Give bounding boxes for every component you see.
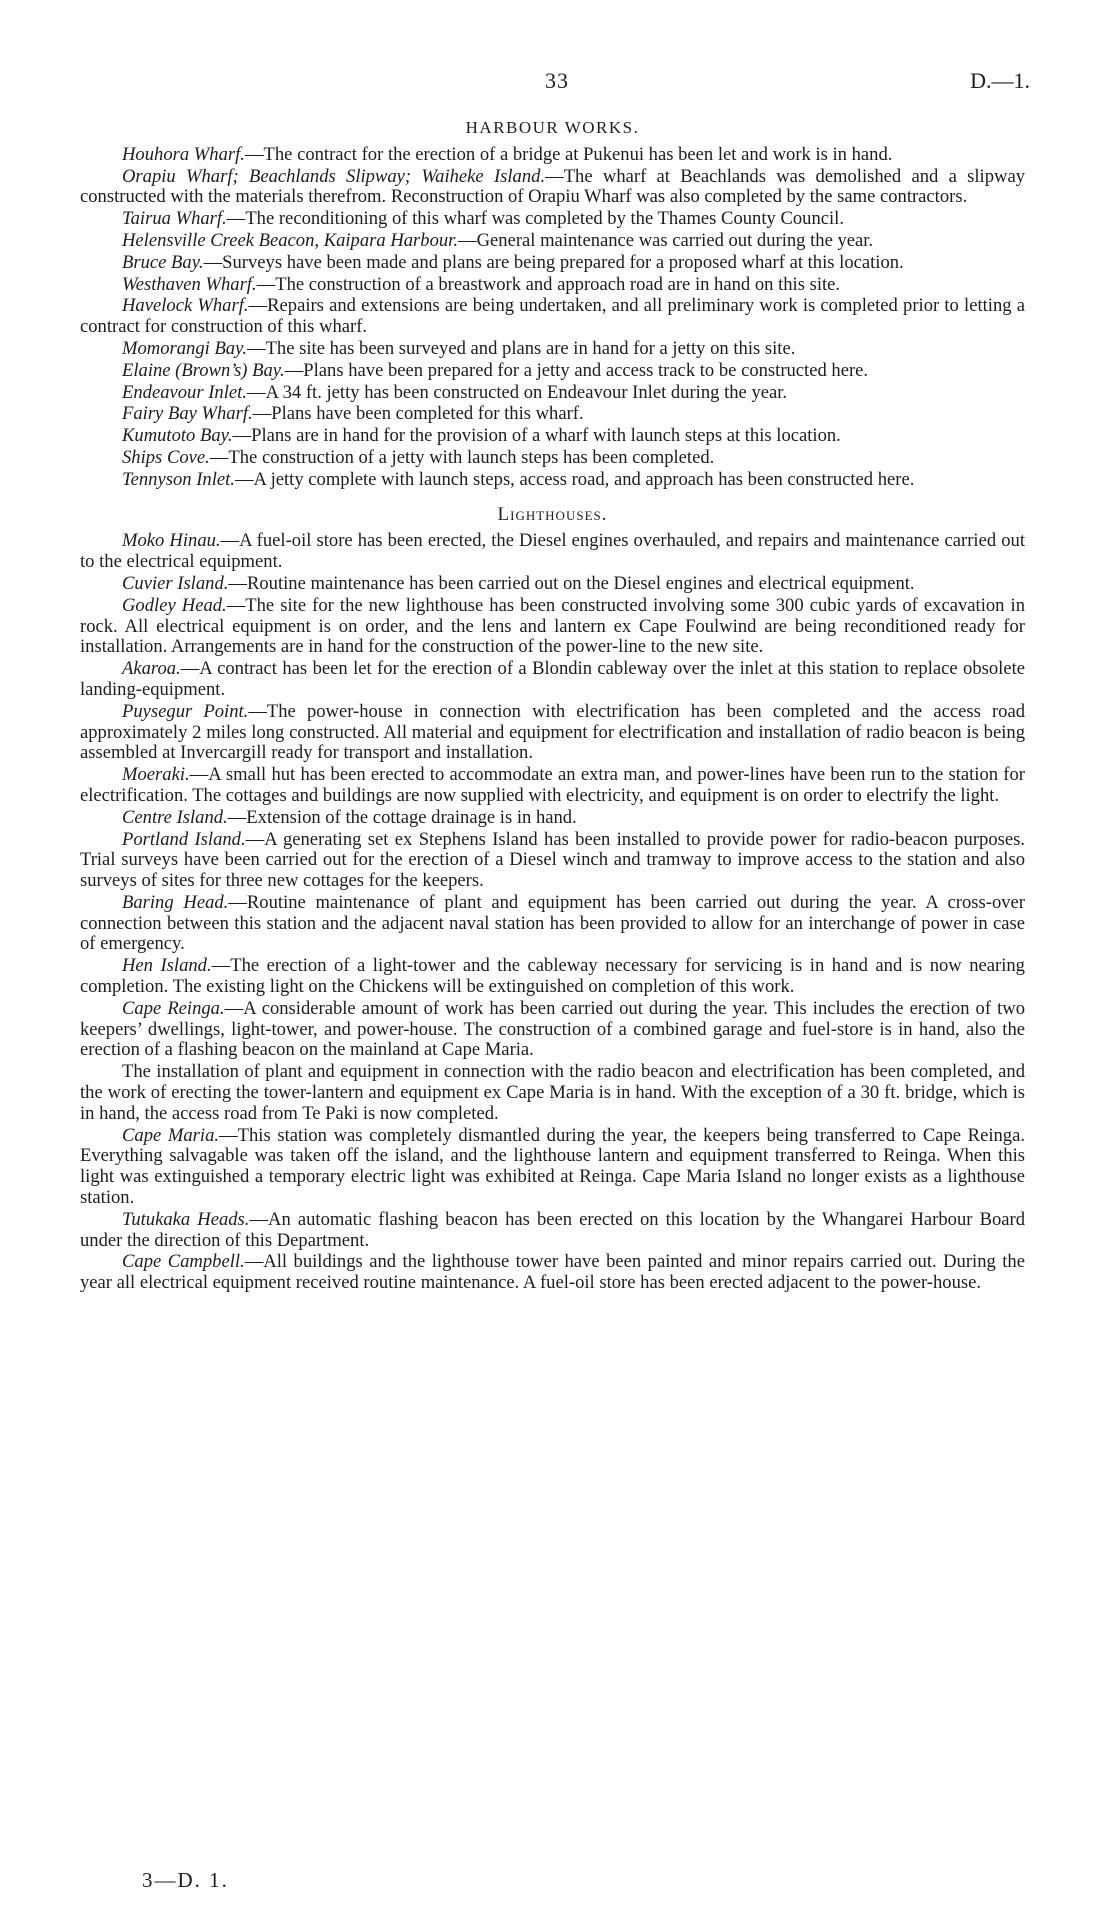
paragraph-title: Moko Hinau. <box>122 530 221 552</box>
paragraph-text: —The contract for the erection of a bridge at Pukenui has been let and work is in hand. <box>244 143 893 165</box>
paragraph <box>80 659 1025 701</box>
paragraph-text: —Plans are in hand for the provision of a wharf with launch steps at this location. <box>232 425 841 447</box>
paragraph <box>80 1126 1025 1209</box>
paragraph-text: —The site has been surveyed and plans are in hand for a jetty on this site. <box>246 337 796 359</box>
paragraph-title: Westhaven Wharf. <box>122 273 257 295</box>
paragraph-title: Havelock Wharf. <box>122 295 249 317</box>
document-code: D.—1. <box>970 68 1030 93</box>
paragraph-text: —The site for the new lighthouse has been constructed involving some 300 cubic yards of excavation in rock. All electrical equipment is on order, and the lens and lantern ex Cape Foulwind are being reconditioned ready for installation. Arrangements are in hand for the construction of the power-line to the new site. <box>80 594 1025 658</box>
paragraph <box>80 830 1025 892</box>
paragraph <box>80 339 1025 360</box>
paragraph-title: Endeavour Inlet. <box>122 381 247 403</box>
paragraph-title: Puysegur Point. <box>122 700 249 722</box>
paragraph-text: —A 34 ft. jetty has been constructed on Endeavour Inlet during the year. <box>246 381 788 403</box>
paragraph-text: —An automatic flashing beacon has been erected on this location by the Whangarei Harbour Board under the direction of this Department. <box>80 1208 1026 1251</box>
paragraph <box>80 596 1025 658</box>
paragraph-text: —The power-house in connection with electrification has been completed and the access road approximately 2 miles long constructed. All material and equipment for electrification and installation of radio beacon is being assembled at Invercargill ready for transport and installation. <box>80 700 1025 764</box>
paragraph-text: —A fuel-oil store has been erected, the Diesel engines overhauled, and repairs and maintenance carried out to the electrical equipment. <box>80 530 1025 573</box>
paragraph-text: —A jetty complete with launch steps, access road, and approach has been constructed here. <box>234 468 915 490</box>
paragraph-text: —All buildings and the lighthouse tower have been painted and minor repairs carried out. During the year all electrical equipment received routine maintenance. A fuel-oil store has been erected adjacent to the power-house. <box>80 1251 1025 1294</box>
paragraph-title: Fairy Bay Wharf. <box>122 403 253 425</box>
paragraph-text: —A generating set ex Stephens Island has been installed to provide power for radio-beacon purposes. Trial surveys have been carried out for the erection of a Diesel winch and tramway to improve access to the station and also surveys of sites for three new cottages for the keepers. <box>80 828 1025 892</box>
paragraph <box>80 808 1025 829</box>
paragraph <box>80 893 1025 955</box>
paragraph <box>80 145 1025 166</box>
paragraph-text: —A contract has been let for the erection of a Blondin cableway over the inlet at this station to replace obsolete landing-equipment. <box>80 658 1025 700</box>
paragraph-text: —The wharf at Beachlands was demolished and a slipway constructed with the materials therefrom. Reconstruction of Orapiu Wharf was also completed by the same contractors. <box>80 165 1026 208</box>
paragraph-text: The installation of plant and equipment in connection with the radio beacon and electrification has been completed, and the work of erecting the tower-lantern and equipment ex Cape Maria is in hand. With the exception of a 30 ft. bridge, which is in hand, the access road from Te Paki is now completed. <box>80 1061 1025 1124</box>
paragraph <box>80 253 1025 274</box>
paragraph <box>80 1062 1025 1124</box>
paragraph-title: Tennyson Inlet. <box>122 468 235 490</box>
section-heading: Lighthouses. <box>497 503 608 525</box>
paragraph-title: Ships Cove. <box>122 446 210 468</box>
paragraph <box>80 531 1025 573</box>
paragraph-title: Cape Maria. <box>122 1124 220 1146</box>
paragraph-title: Cuvier Island. <box>122 572 229 594</box>
paragraph-title: Moeraki. <box>122 764 190 786</box>
paragraph-text: —Plans have been completed for this wharf. <box>252 403 584 425</box>
paragraph-title: Helensville Creek Beacon, Kaipara Harbour. <box>122 229 459 251</box>
paragraph-title: Akaroa. <box>122 658 181 680</box>
paragraph-text: —Extension of the cottage drainage is in hand. <box>227 806 577 828</box>
document-body <box>80 118 1025 1295</box>
paragraph <box>80 361 1025 382</box>
paragraph-text: —Routine maintenance of plant and equipment has been carried out during the year. A cross-over connection between this station and the adjacent naval station has been provided to allow for an interchange of power in case of emergency. <box>80 891 1025 955</box>
paragraph-title: Cape Reinga. <box>122 997 225 1019</box>
paragraph <box>80 999 1025 1061</box>
paragraph-title: Baring Head. <box>122 891 229 913</box>
paragraph <box>80 1252 1025 1294</box>
paragraph <box>80 470 1025 491</box>
paragraph-text: —The construction of a jetty with launch steps has been completed. <box>209 446 715 468</box>
paragraph-title: Tairua Wharf. <box>122 208 227 230</box>
paragraph-text: —The erection of a light-tower and the cableway necessary for servicing is in hand and is now nearing completion. The existing light on the Chickens will be extinguished on completion of this work. <box>80 955 1025 998</box>
paragraph <box>80 231 1025 252</box>
paragraph-text: —General maintenance was carried out during the year. <box>458 229 874 251</box>
paragraph-text: —A considerable amount of work has been carried out during the year. This includes the erection of two keepers’ dwellings, light-tower, and power-house. The construction of a combined garage and fuel-store is in hand, also the erection of a flashing beacon on the mainland at Cape Maria. <box>80 997 1026 1061</box>
paragraph <box>80 383 1025 404</box>
paragraph-text: —Plans have been prepared for a jetty and access track to be constructed here. <box>284 359 869 381</box>
paragraph <box>80 426 1025 447</box>
section-heading: HARBOUR WORKS. <box>465 118 640 137</box>
paragraph <box>80 209 1025 230</box>
paragraph-title: Kumutoto Bay. <box>122 425 233 447</box>
paragraph-title: Godley Head. <box>122 594 227 616</box>
paragraph <box>80 448 1025 469</box>
paragraph-title: Portland Island. <box>122 828 246 850</box>
paragraph-title: Orapiu Wharf; Beachlands Slipway; Waiheke Island. <box>122 165 546 187</box>
paragraph-title: Bruce Bay. <box>122 251 204 273</box>
paragraph-title: Momorangi Bay. <box>122 337 247 359</box>
paragraph-title: Houhora Wharf. <box>122 143 245 165</box>
paragraph <box>80 956 1025 998</box>
paragraph-title: Hen Island. <box>122 955 212 977</box>
paragraph <box>80 296 1025 338</box>
paragraph-title: Tutukaka Heads. <box>122 1208 250 1230</box>
paragraph <box>80 1210 1025 1252</box>
paragraph <box>80 574 1025 595</box>
paragraph <box>80 167 1025 209</box>
footer-signature: 3—D. 1. <box>142 1868 229 1892</box>
paragraph-title: Centre Island. <box>122 806 228 828</box>
paragraph-text: —The reconditioning of this wharf was completed by the Thames County Council. <box>226 208 844 230</box>
paragraph-title: Elaine (Brown’s) Bay. <box>122 359 285 381</box>
page-number: 33 <box>545 68 569 93</box>
paragraph-text: —The construction of a breastwork and approach road are in hand on this site. <box>256 273 841 295</box>
paragraph-text: —This station was completely dismantled during the year, the keepers being transferred to Cape Reinga. Everything salvagable was taken off the island, and the lighthouse lantern and equipment transferred to Reinga. When this light was extinguished a temporary electric light was exhibited at Reinga. Cape Maria Island no longer exists as a lighthouse station. <box>80 1124 1026 1209</box>
paragraph <box>80 765 1025 807</box>
paragraph <box>80 275 1025 296</box>
paragraph <box>80 404 1025 425</box>
paragraph-title: Cape Campbell. <box>122 1251 245 1273</box>
paragraph-text: —Routine maintenance has been carried out on the Diesel engines and electrical equipment. <box>228 572 915 594</box>
paragraph-text: —Surveys have been made and plans are being prepared for a proposed wharf at this location. <box>203 251 904 273</box>
paragraph-text: —Repairs and extensions are being undertaken, and all preliminary work is completed prior to letting a contract for construction of this wharf. <box>80 295 1025 338</box>
paragraph-text: —A small hut has been erected to accommodate an extra man, and power-lines have been run to the station for electrification. The cottages and buildings are now supplied with electricity, and equipment is on order to electrify the light. <box>80 764 1025 806</box>
paragraph <box>80 702 1025 764</box>
